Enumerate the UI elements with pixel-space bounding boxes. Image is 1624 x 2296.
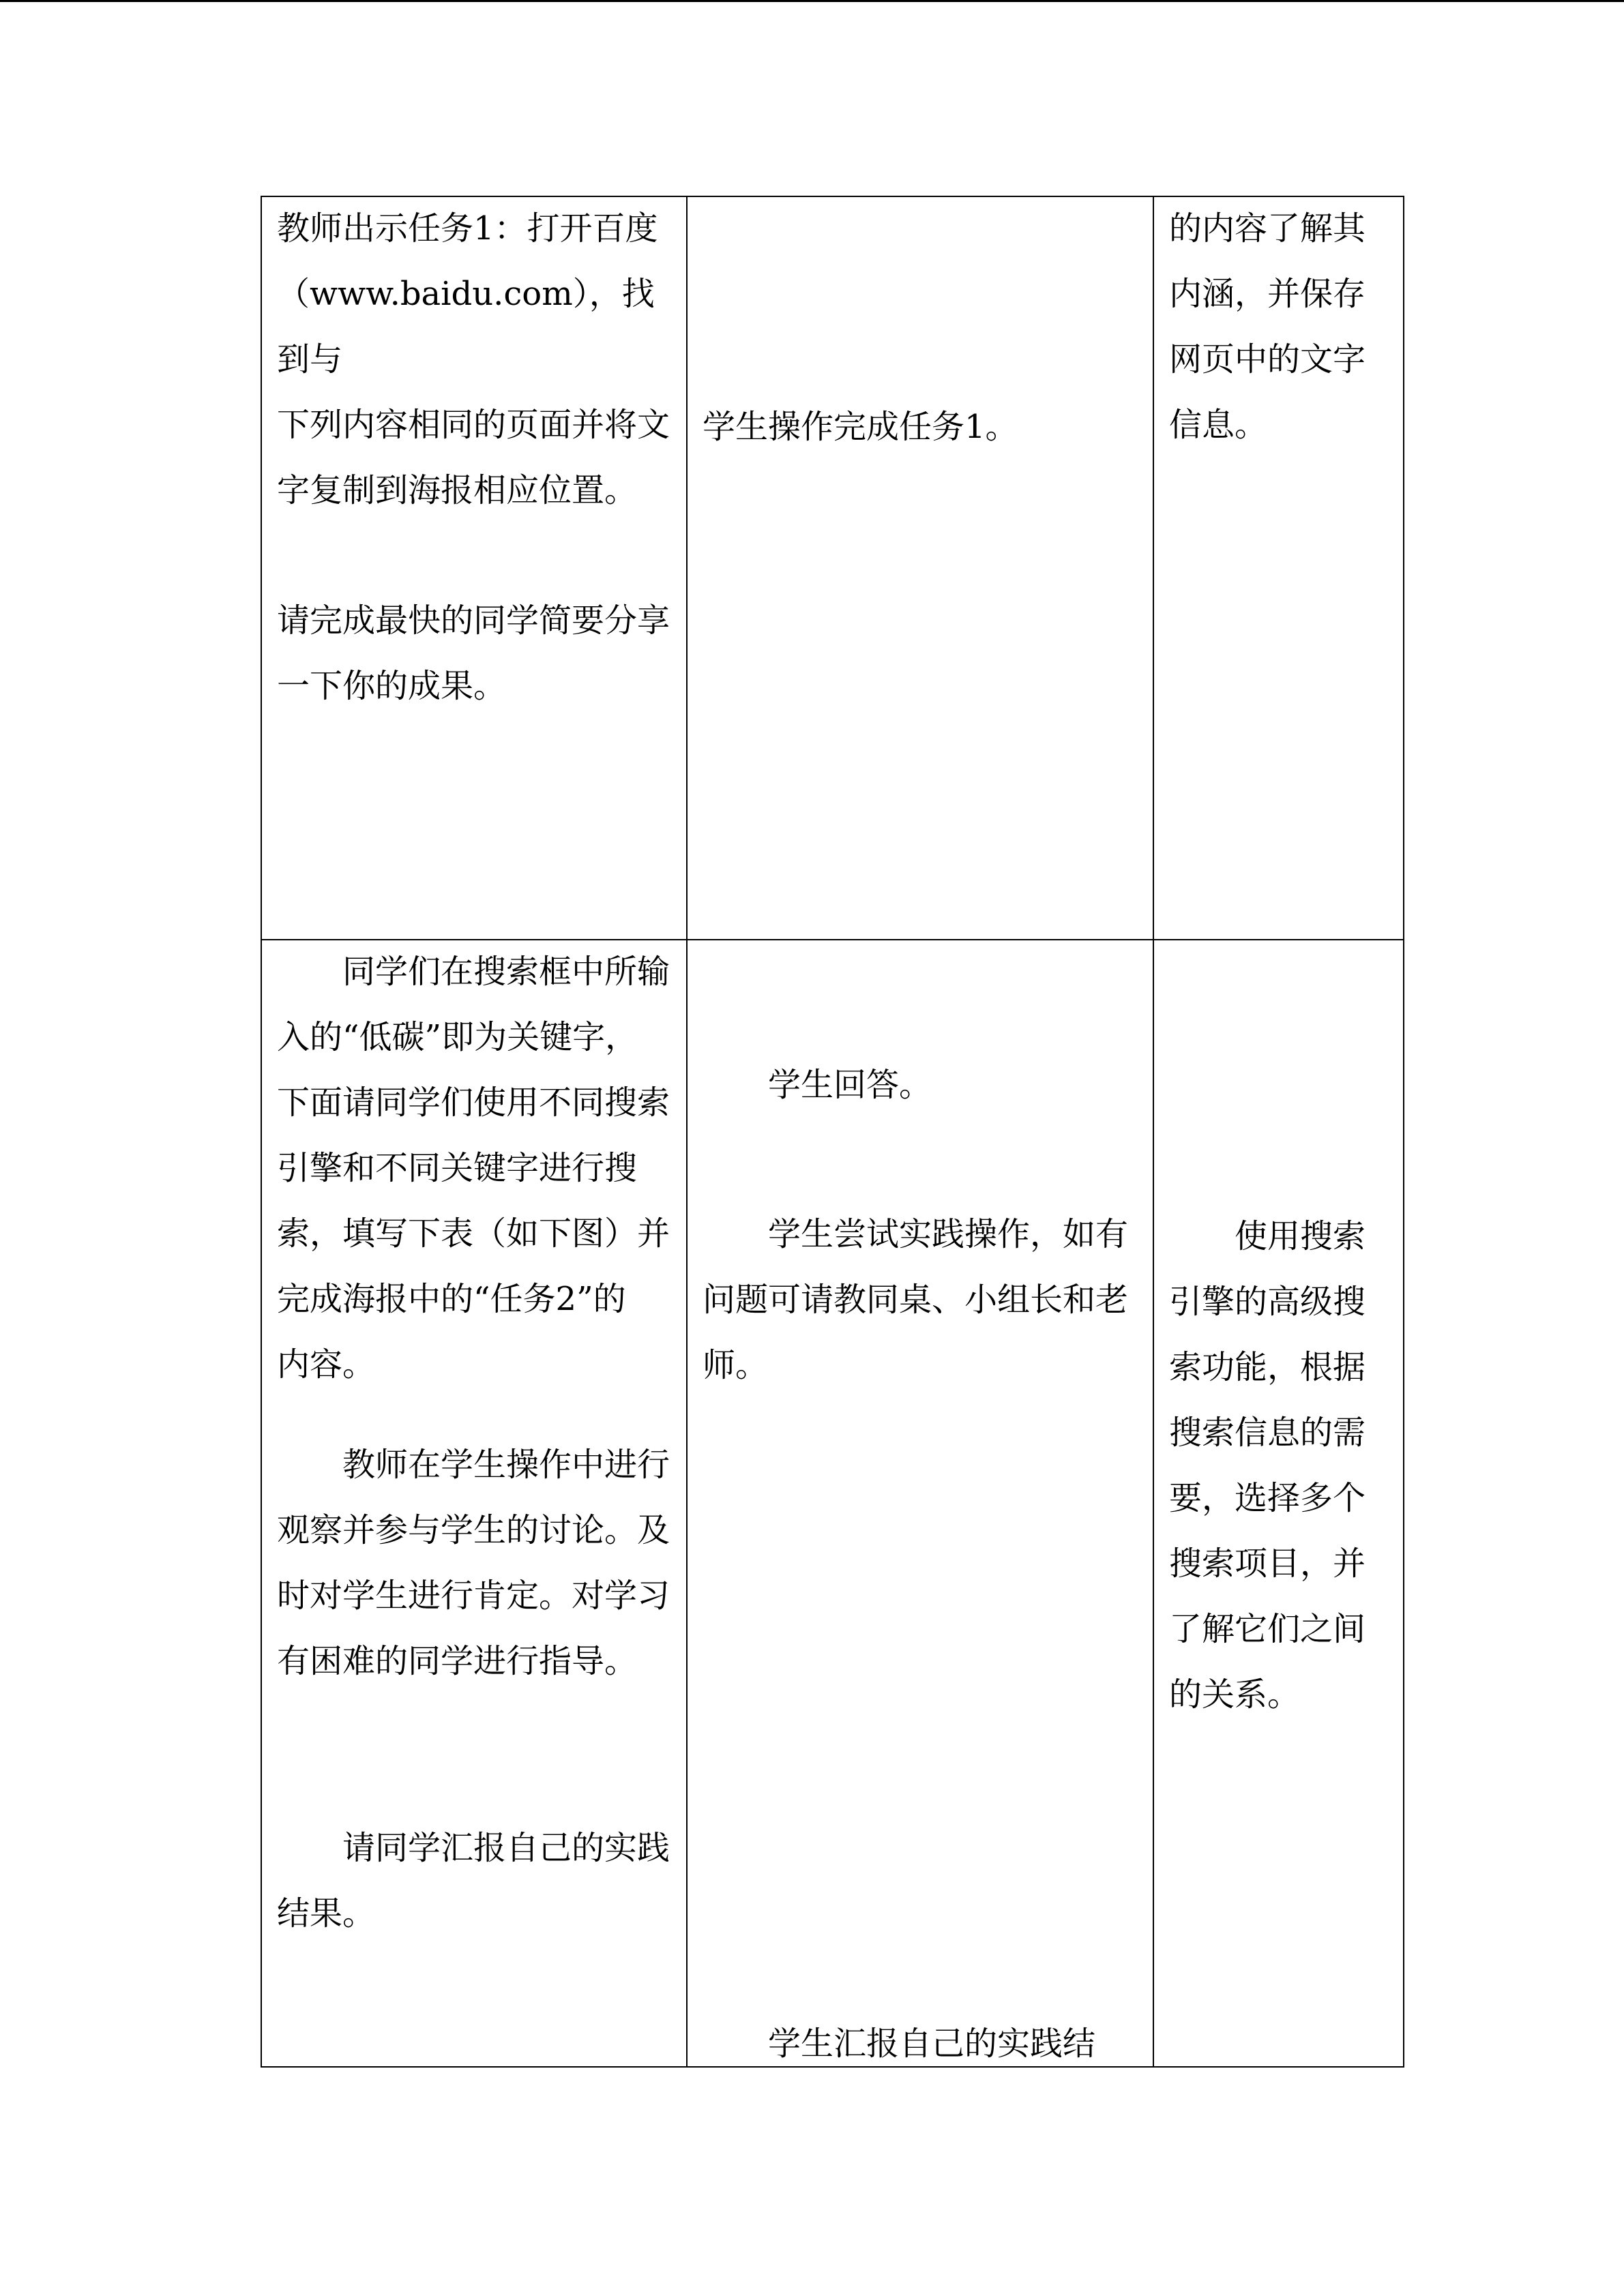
design-intent-cell: [1153, 196, 1404, 940]
teacher-activity-cell: [261, 940, 687, 2067]
student-activity-cell: [687, 940, 1153, 2067]
teacher-keyword-task-text: 同学们在搜索框中所输 入的“低碳”即为关键字， 下面请同学们使用不同搜索 引擎和不同关键字进行搜 索，填写下表（如下图）并 完成海报中的“任务2”的 内容。: [277, 953, 670, 1384]
table-row-task-1: [261, 196, 1404, 940]
design-intent-text: 使用搜索 引擎的高级搜 索功能，根据 搜索信息的需 要，选择多个 搜索项目，并 了解它们之间 的关系。: [1169, 1217, 1366, 1714]
teacher-activity-cell: [261, 196, 687, 940]
teacher-share-prompt: 请完成最快的同学简要分享 一下你的成果。: [277, 601, 670, 705]
student-activity-cell: [687, 196, 1153, 1104]
student-answer-text: 学生回答。: [768, 1066, 932, 1104]
student-practice-text: 学生尝试实践操作，如有 问题可请教同桌、小组长和老 师。: [703, 1215, 1129, 1384]
teacher-observe-text: 教师在学生操作中进行 观察并参与学生的讨论。及 时对学生进行肯定。对学习 有困难的同学进行指导。: [277, 1446, 670, 1680]
design-intent-text: 的内容了解其 内涵，并保存 网页中的文字 信息。: [1169, 209, 1366, 444]
table-row-task-2: [261, 940, 1404, 2067]
lesson-plan-table: [261, 196, 1404, 2068]
student-report-text: 学生汇报自己的实践结: [768, 2025, 1096, 2063]
student-complete-task-text: 学生操作完成任务1。: [703, 408, 1018, 446]
teacher-report-prompt: 请同学汇报自己的实践 结果。: [277, 1829, 670, 1933]
page-top-border: [0, 0, 1624, 2]
teacher-task-1-text: 教师出示任务1：打开百度 （www.baidu.com），找到与 下列内容相同的页面并将文 字复制到海报相应位置。: [277, 209, 670, 509]
design-intent-cell: [1153, 940, 1404, 2067]
